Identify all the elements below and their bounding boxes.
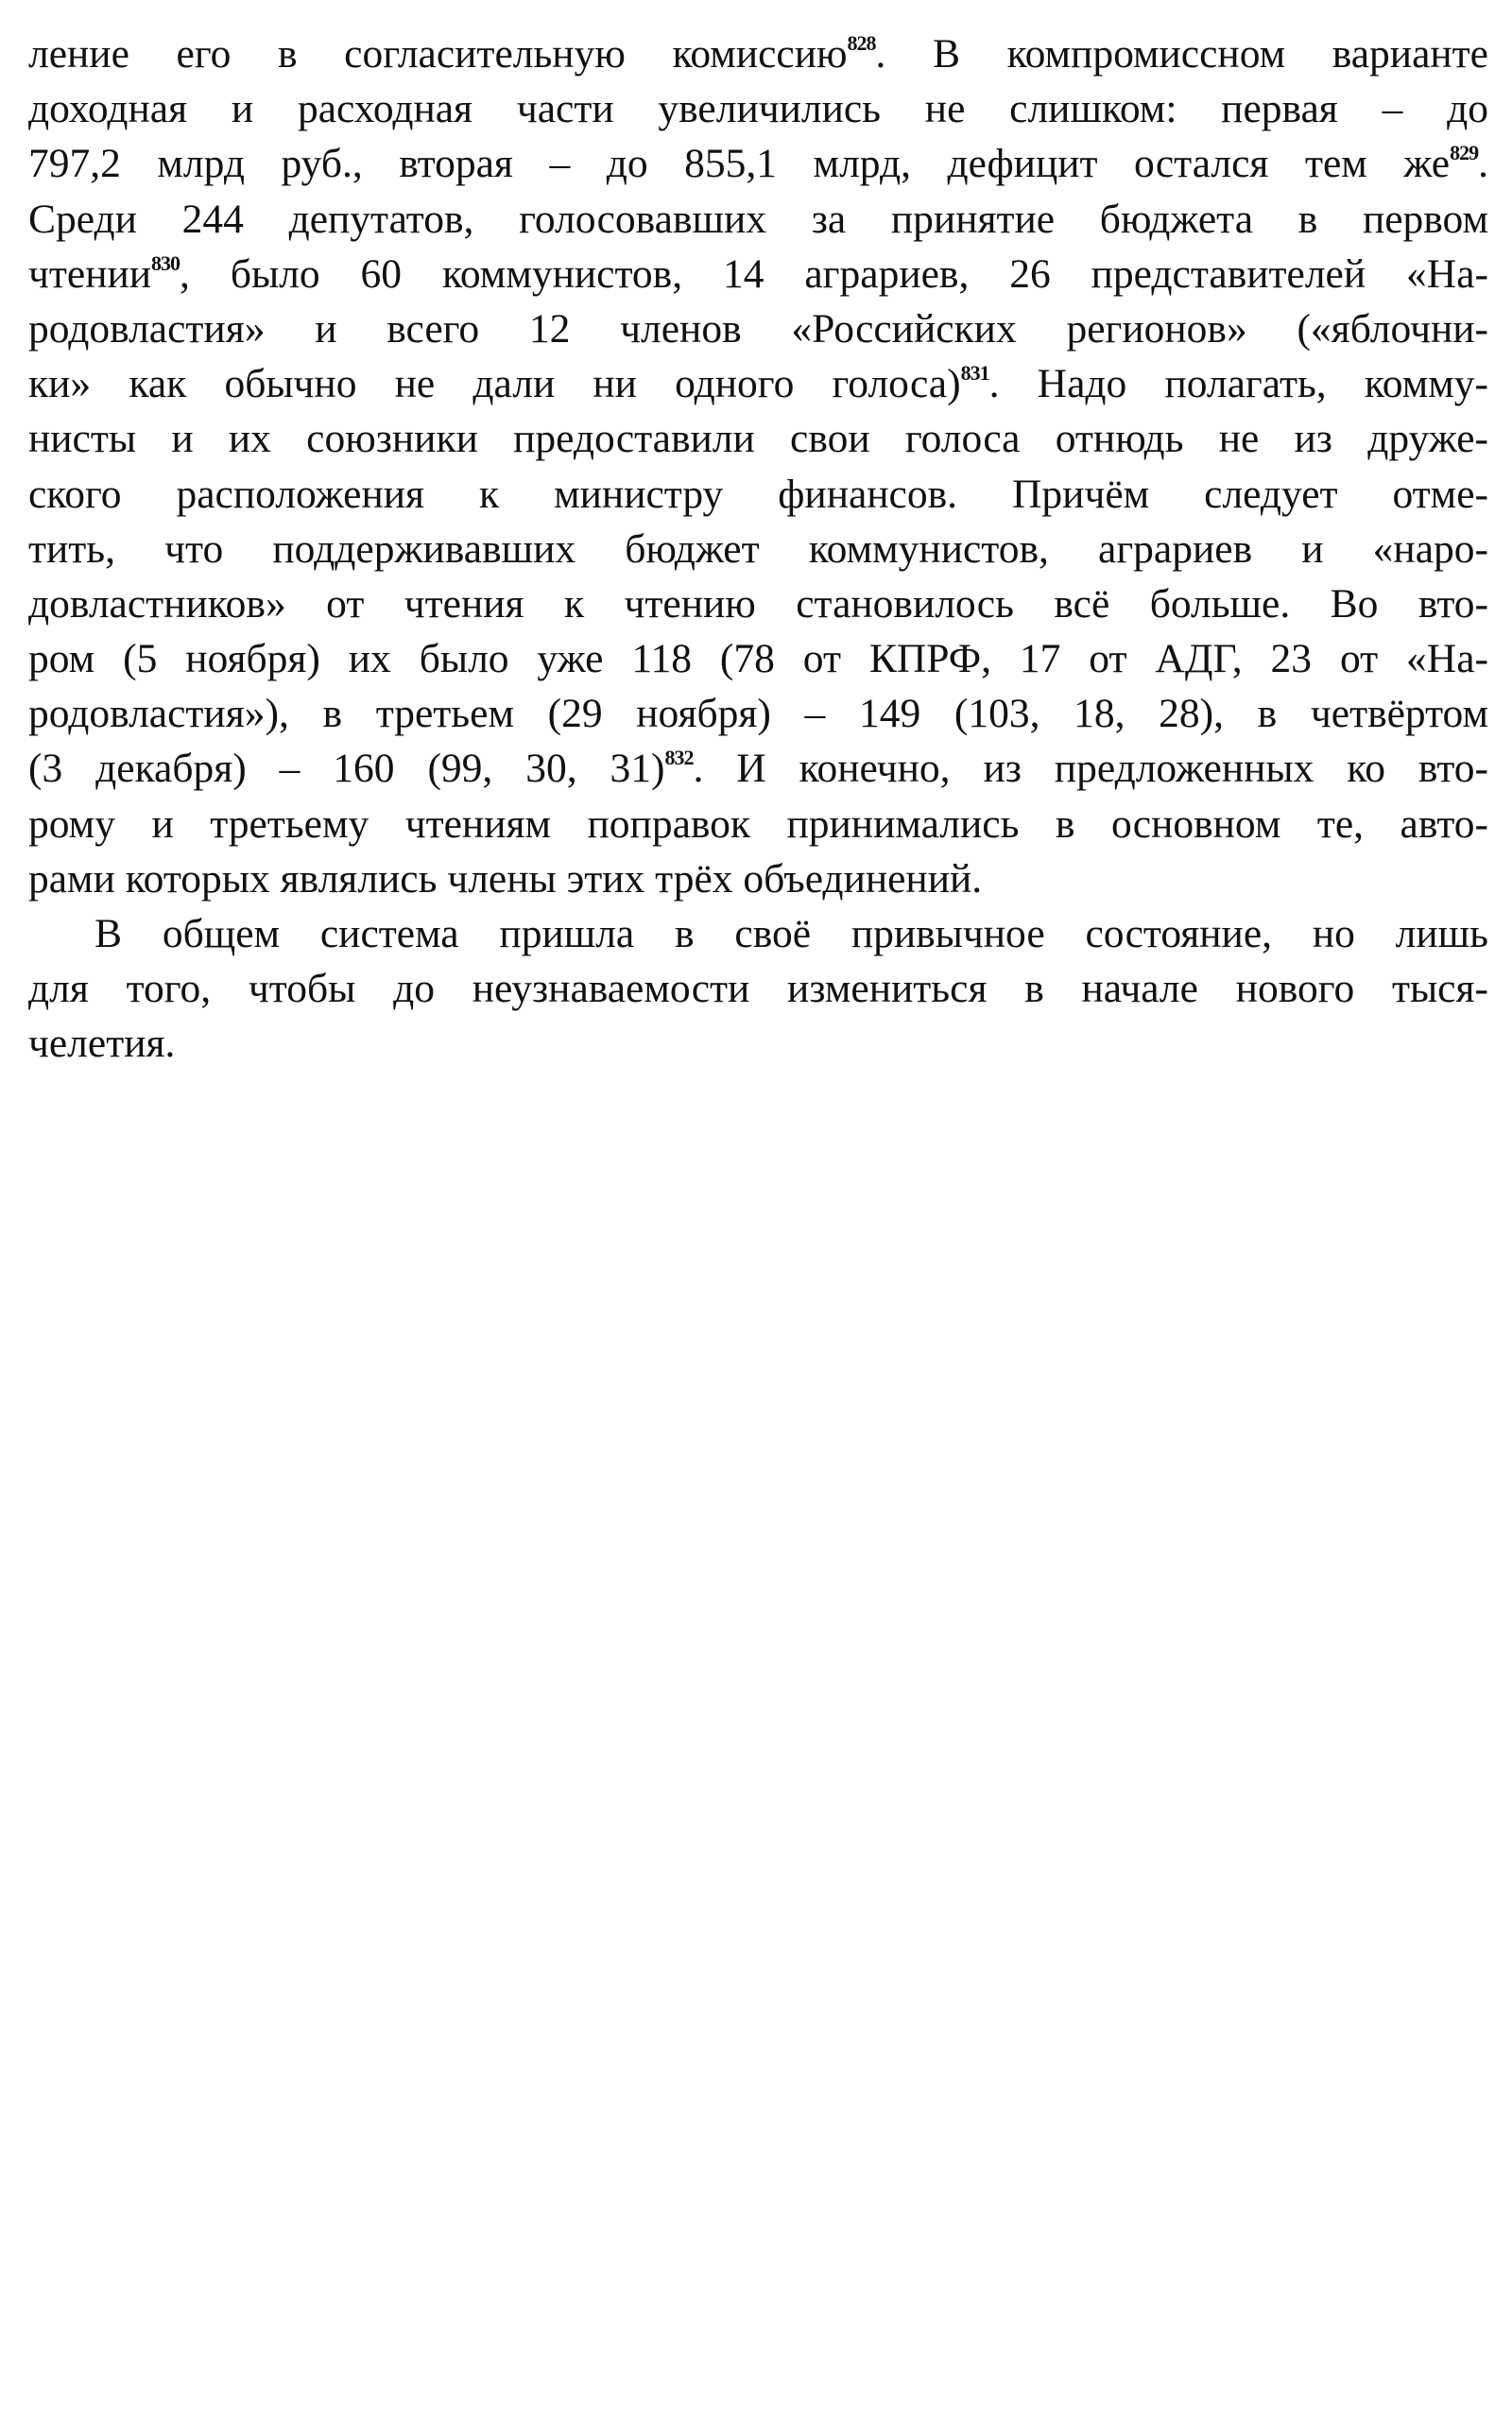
text-segment: , было 60 коммунистов, 14 аграриев, 26 представителей «На- [180, 250, 1488, 297]
text-segment: чтении [28, 250, 152, 297]
document-page [28, 26, 1488, 1072]
text-line [28, 1016, 1488, 1071]
text-line [28, 797, 1488, 851]
footnote-marker: 832 [664, 746, 694, 770]
text-line [28, 136, 1488, 191]
text-line [28, 301, 1488, 356]
footnote-marker: 828 [847, 31, 876, 55]
footnote-marker: 831 [960, 361, 989, 386]
text-line [28, 961, 1488, 1016]
text-segment: . И конечно, из предложенных ко вто- [693, 746, 1488, 792]
text-segment: тить, что поддерживавших бюджет коммунистов, аграриев и «наро- [28, 525, 1488, 572]
text-line [28, 631, 1488, 686]
footnote-marker: 830 [151, 250, 180, 275]
text-segment: ки» как обычно не дали ни одного голоса) [28, 361, 961, 407]
text-segment: довластников» от чтения к чтению становилось всё больше. Во вто- [28, 580, 1488, 627]
text-line [28, 522, 1488, 576]
text-segment: Среди 244 депутатов, голосовавших за принятие бюджета в первом [28, 196, 1488, 242]
text-line [28, 356, 1488, 411]
text-segment: челетия. [28, 1021, 176, 1067]
text-line [28, 411, 1488, 466]
paragraph [28, 906, 1488, 1072]
text-segment: (3 декабря) – 160 (99, 30, 31) [28, 746, 665, 792]
text-line [28, 81, 1488, 136]
text-segment: ление его в согласительную комиссию [28, 31, 848, 77]
text-line [28, 576, 1488, 631]
text-line [28, 686, 1488, 741]
paragraph [28, 26, 1488, 906]
text-segment: . [1478, 141, 1488, 187]
text-line [28, 247, 1488, 301]
text-line [28, 26, 1488, 81]
footnote-marker: 829 [1450, 141, 1479, 165]
text-segment: . Надо полагать, комму- [988, 361, 1488, 407]
text-segment: нисты и их союзники предоставили свои голоса отнюдь не из друже- [28, 416, 1488, 462]
text-segment: ского расположения к министру финансов. Причём следует отме- [28, 471, 1488, 517]
text-segment: 797,2 млрд руб., вторая – до 855,1 млрд, дефицит остался тем же [28, 141, 1451, 187]
text-line [28, 192, 1488, 247]
text-segment: для того, чтобы до неузнаваемости измениться в начале нового тыся- [28, 966, 1488, 1012]
text-segment: родовластия» и всего 12 членов «Российских регионов» («яблочни- [28, 305, 1488, 352]
text-segment: . В компромиссном варианте [875, 31, 1488, 77]
text-line [28, 906, 1488, 961]
text-line [28, 467, 1488, 522]
text-segment: рами которых являлись члены этих трёх объединений. [28, 855, 983, 902]
text-segment: В общем система пришла в своё привычное состояние, но лишь [94, 911, 1488, 956]
text-segment: рому и третьему чтениям поправок принимались в основном те, авто- [28, 800, 1488, 847]
text-segment: родовластия»), в третьем (29 ноября) – 149 (103, 18, 28), в четвёртом [28, 691, 1488, 737]
text-segment: доходная и расходная части увеличились не слишком: первая – до [28, 86, 1488, 132]
text-line [28, 851, 1488, 906]
text-segment: ром (5 ноября) их было уже 118 (78 от КПРФ, 17 от АДГ, 23 от «На- [28, 636, 1488, 682]
text-line [28, 741, 1488, 796]
